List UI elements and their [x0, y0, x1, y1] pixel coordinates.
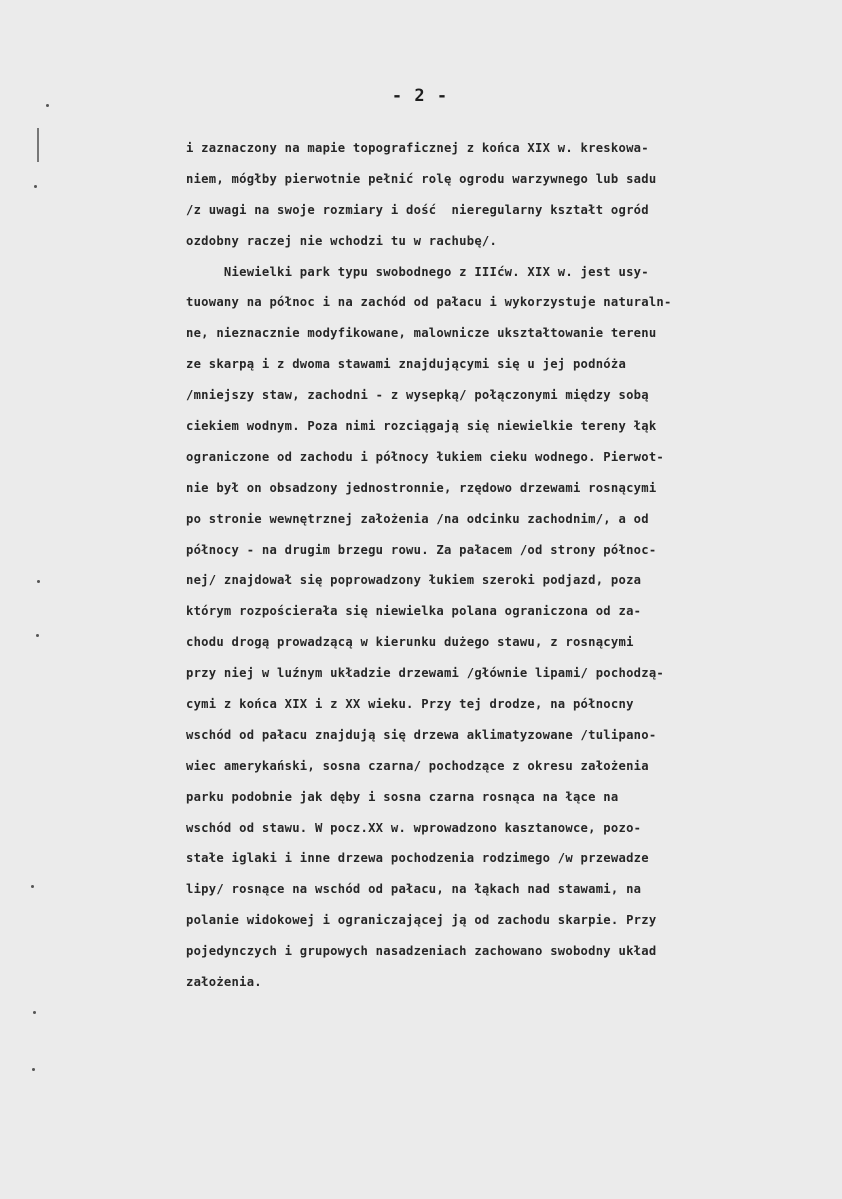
text-line: ne, nieznacznie modyfikowane, malownicze ukształtowanie terenu: [186, 326, 657, 341]
text-line: pojedynczych i grupowych nasadzeniach zachowano swobodny układ: [186, 944, 657, 959]
text-line: założenia.: [186, 975, 262, 990]
text-line: ze skarpą i z dwoma stawami znajdującymi się u jej podnóża: [186, 357, 627, 372]
text-line: wschód od pałacu znajdują się drzewa aklimatyzowane /tulipano-: [186, 727, 657, 742]
text-line: wiec amerykański, sosna czarna/ pochodzące z okresu założenia: [186, 758, 649, 773]
margin-mark: [32, 1068, 35, 1071]
margin-mark: [34, 185, 37, 188]
text-line: /z uwagi na swoje rozmiary i dość nieregularny kształt ogród: [186, 202, 649, 217]
text-line: ciekiem wodnym. Poza nimi rozciągają się niewielkie tereny łąk: [186, 419, 657, 434]
text-line: cymi z końca XIX i z XX wieku. Przy tej drodze, na północny: [186, 697, 634, 712]
text-line: po stronie wewnętrznej założenia /na odcinku zachodnim/, a od: [186, 511, 649, 526]
text-line: północy - na drugim brzegu rowu. Za pałacem /od strony północ-: [186, 542, 657, 557]
text-line: /mniejszy staw, zachodni - z wysepką/ połączonymi między sobą: [186, 388, 649, 403]
margin-mark: [37, 580, 40, 583]
text-line: ograniczone od zachodu i północy łukiem cieku wodnego. Pierwot-: [186, 449, 665, 464]
text-line: którym rozpościerała się niewielka polana ograniczona od za-: [186, 604, 642, 619]
margin-mark: [31, 885, 34, 888]
text-line: stałe iglaki i inne drzewa pochodzenia rodzimego /w przewadze: [186, 851, 649, 866]
text-line: parku podobnie jak dęby i sosna czarna rosnąca na łące na: [186, 789, 619, 804]
text-line: i zaznaczony na mapie topograficznej z końca XIX w. kreskowa-: [186, 141, 649, 155]
text-line: tuowany na północ i na zachód od pałacu i wykorzystuje naturaln-: [186, 295, 672, 310]
text-line: nej/ znajdował się poprowadzony łukiem szeroki podjazd, poza: [186, 573, 642, 588]
text-line: wschód od stawu. W pocz.XX w. wprowadzono kasztanowce, pozo-: [186, 820, 642, 835]
text-line: polanie widokowej i ograniczającej ją od zachodu skarpie. Przy: [186, 913, 657, 928]
text-line: Niewielki park typu swobodnego z IIIćw. XIX w. jest usy-: [186, 264, 649, 279]
text-line: niem, mógłby pierwotnie pełnić rolę ogrodu warzywnego lub sadu: [186, 171, 657, 186]
text-line: chodu drogą prowadzącą w kierunku dużego stawu, z rosnącymi: [186, 635, 634, 650]
body-text: [186, 133, 826, 998]
text-line: przy niej w luźnym układzie drzewami /głównie lipami/ pochodzą-: [186, 666, 665, 681]
margin-mark: [36, 634, 39, 637]
margin-mark: [33, 1011, 36, 1014]
margin-mark: [46, 104, 49, 107]
text-line: lipy/ rosnące na wschód od pałacu, na łąkach nad stawami, na: [186, 882, 642, 897]
page-number: - 2 -: [391, 86, 449, 106]
margin-mark: [37, 128, 39, 162]
text-line: ozdobny raczej nie wchodzi tu w rachubę/.: [186, 233, 498, 248]
text-line: nie był on obsadzony jednostronnie, rzędowo drzewami rosnącymi: [186, 480, 657, 495]
